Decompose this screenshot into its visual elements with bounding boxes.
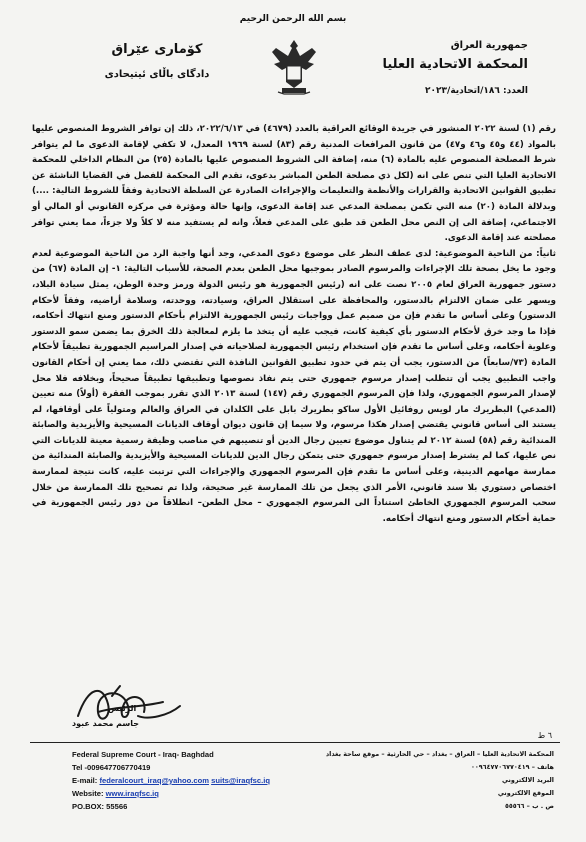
country-name-ar: جمهورية العراق <box>450 40 528 51</box>
arabic-letterhead <box>378 40 528 96</box>
footer-court-name: Federal Supreme Court - Iraq- Baghdad <box>72 750 214 759</box>
footer-phone-ar: هاتف – ٠٠٩٦٤٧٧٠٦٧٧٠٤١٩ <box>470 763 554 771</box>
paragraph-2: ثانياً: من الناحية الموضوعية: لدى عطف النظر على موضوع دعوى المدعي، وجد أنها واجبة الرد من الناحية الموضوعية لعدم وجود ما يخل بصحة تلك الإجراءات والمرسوم الصادر بموجبها محل الطعن بعدم الصحة، للأسباب التالية: ١- إن المادة (٦٧) من دستور جمهورية العراق لعام ٢٠٠٥ نصت على انه (رئيس الجمهورية هو رئيس الدولة ورمز وحدة الوطن، يمثل سيادة البلاد، ويسهر على ضمان الالتزام بالدستور، والمحافظة على استقلال العراق، وسيادته، ووحدته، وسلامة أراضيه، وفقاً لأحكام الدستور) وعلى أساس ما تقدم فإن من صميم عمل وواجبات رئيس الجمهورية الالتزام بأحكام الدستور ومنع انتهاك أحكامه، فإذا ما وجد خرق لأحكام الدستور بأي كيفية كانت، فيجب عليه أن يتخذ ما يلزم لمعالجة ذلك الخرق بما يضمن سمو الدستور وعلوية أحكامه، وعلى أساس ما تقدم فإن استخدام رئيس الجمهورية لصلاحياته في إصدار المراسيم الجمهورية تطبيقاً لأحكام المادة (٧٣/سابعاً) من الدستور، يجب أن يتم في حدود تطبيق القوانين النافذة التي تقتضي ذلك، مما يعني إن أحكام القانون واجب التطبيق يجب أن تتطلب إصدار مرسوم جمهوري حتى يتم نفاذ نصوصها وتطبيقها تطبيقاً صحيحاً، وبخلافه فلا محل لإصدار المرسوم الجمهوري، ولذا فإن المرسوم الجمهوري رقم (١٤٧) لسنة ٢٠١٣ الذي تقرر بموجب الفقرة (أولاً) منه تعيين (المدعي) البطريرك مار لويس روفائيل الأول ساكو بطريرك بابل على الكلدان في العراق والعالم ومتولياً على أوقافها، لم يستند الى أساس قانوني يقتضي إصدار هكذا مرسوم، ولا سيما إن قانون ديوان أوقاف الديانات المسيحية والأيزيدية والصابئة المندائية رقم (٥٨) لسنة ٢٠١٢ لم يتناول موضوع تعيين رجال الدين أو تنصيبهم في مناصب وظيفة رسمية معينة للديانات التي نص عليها، كما لم يشترط إصدار مرسوم جمهوري حتى يتمكن رجال الدين للديانات المسيحية والأيزيدية والصابئة المندائية من ممارسة مهامهم الدينية، وعلى أساس ما تقدم فإن المرسوم الجمهوري والإجراءات التي ترتبت عليه، كانت نتيجة لممارسة اختصاص دستوري بلا سند قانوني، الأمر الذي يجعل من تلك الممارسة غير صحيحة، ولذا تم تصحيح تلك الممارسة من خلال سحب المرسوم الجمهوري الخاطئ استناداً الى المرسوم الجمهوري – محل الطعن– انطلاقاً من دور رئيس الجمهورية في حماية أحكام الدستور ومنع انتهاك أحكامه. <box>32 248 556 524</box>
footer-website-label: Website: <box>72 789 106 798</box>
country-name-ku: كۆماری عێراق <box>111 42 203 57</box>
footer-website-link[interactable]: www.iraqfsc.iq <box>105 789 159 798</box>
kurdish-letterhead <box>92 42 222 80</box>
footer-email-label-ar: البريد الالكتروني <box>502 776 554 784</box>
footer-email-link-2[interactable]: suits@iraqfsc.iq <box>211 776 270 785</box>
judgment-body <box>32 122 556 527</box>
court-name-ar: المحكمة الاتحادية العليا <box>382 57 528 72</box>
footer-pobox: PO.BOX: 55566 <box>72 802 128 811</box>
signature-name: جاسم محمد عبود <box>72 719 140 728</box>
footer-website-row <box>72 787 270 800</box>
footer-email-row <box>72 774 270 787</box>
page-number: ٦ ط <box>537 731 552 740</box>
signature-title: الرئيس <box>108 704 137 713</box>
footer-website-label-ar: الموقع الالكتروني <box>497 789 554 797</box>
footer-contact-en <box>72 748 270 813</box>
court-name-ku: دادگای باڵای ئیتیحادی <box>104 69 210 80</box>
footer-email-label: E-mail: <box>72 776 100 785</box>
iraq-eagle-emblem-icon <box>268 36 320 98</box>
footer-contact-ar <box>314 748 554 813</box>
footer-email-link-1[interactable]: federalcourt_iraq@yahoo.com <box>99 776 209 785</box>
footer-divider <box>30 742 560 743</box>
footer-pobox-ar: ص . ب – ٥٥٥٦٦ <box>504 802 554 810</box>
basmala: بسم الله الرحمن الرحيم <box>239 14 347 24</box>
paragraph-1: رقم (١) لسنة ٢٠٢٢ المنشور في جريدة الوقائع العراقية بالعدد (٤٦٧٩) في ٢٠٢٢/٦/١٣، ذلك إن توافر الشروط المنصوص عليها بالمواد (٤٤ و٤٥ و٤٦ و٤٧) من قانون المرافعات المدنية رقم (٨٣) لسنة ١٩٦٩ المعدل، لا تكفي لإقامة الدعوى ما لم يتوافر شرط المصلحة المنصوص عليه بالمادة (٦) منه، إضافة الى الشروط المنصوص عليها بالمادة (٢٥) من النظام الداخلي للمحكمة الاتحادية العليا التي تنص على انه (لكل ذي مصلحة الطعن المباشر بدعوى، تقدم الى المحكمة للفصل في القضايا الناشئة عن تطبيق القوانين الاتحادية والقرارات والأنظمة والتعليمات والإجراءات الصادرة عن السلطة الاتحادية وفقاً للشروط التالية: ....) وبدلالة المادة (٢٠) منه التي تكمن بمصلحة المدعي عند إقامة الدعوى، وإنها حالة ومؤثرة في مركزه القانوني أو المالي أو الاجتماعي، إضافة الى إن النص محل الطعن قد طبق على المدعي فعلاً، وانه لم يستفيد منه لا كلاً ولا جزءاً، مما يعني توافر مصلحته عند إقامة الدعوى. <box>32 124 557 244</box>
footer-tel: Tel -009647706770419 <box>72 763 151 772</box>
footer-address-ar: المحكمة الاتحادية العليا – العراق – بغداد – حي الحارثية – موقع ساحة بغداد <box>325 750 554 758</box>
case-number: العدد: ١٨٦/اتحادية/٢٠٢٣ <box>425 86 528 96</box>
